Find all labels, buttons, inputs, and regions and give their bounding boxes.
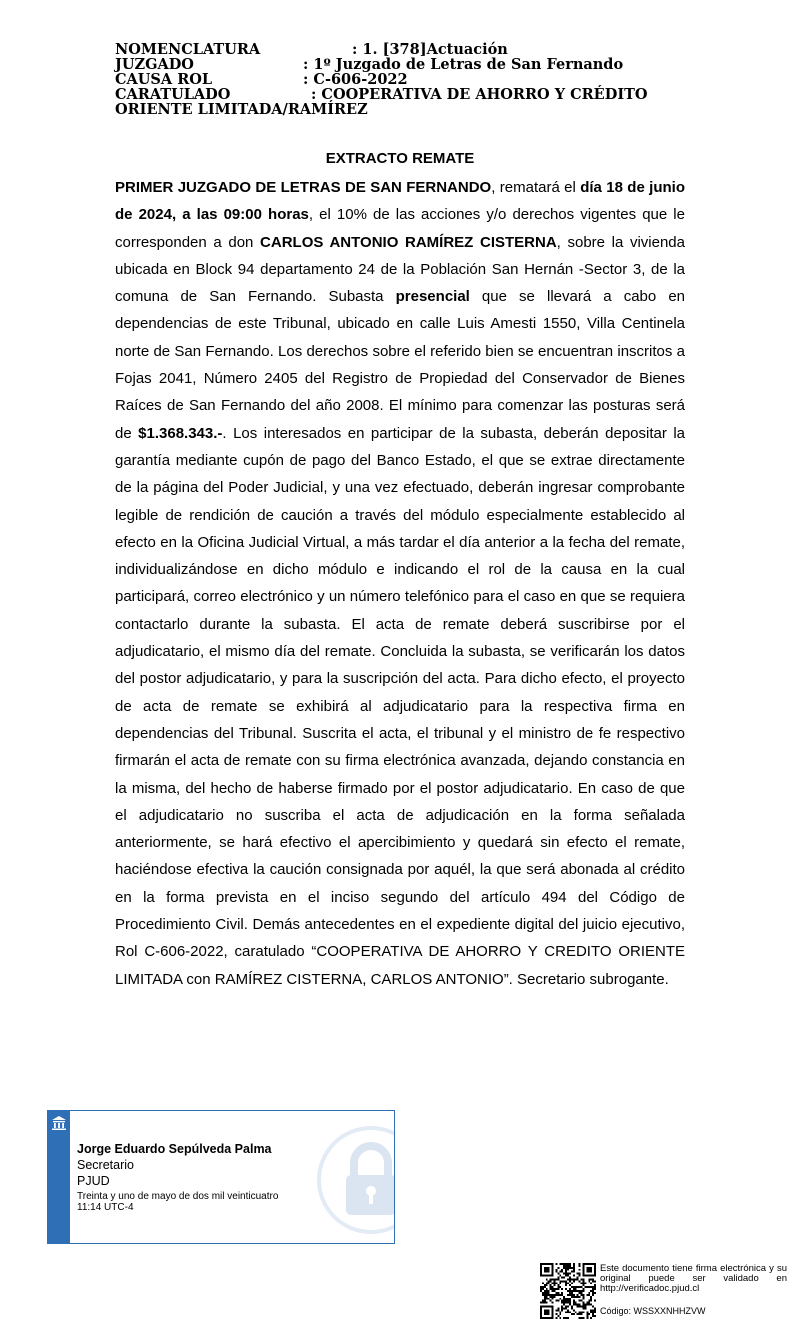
court-name: PRIMER JUZGADO DE LETRAS DE SAN FERNANDO bbox=[115, 179, 492, 196]
juzgado-value: : 1º Juzgado de Letras de San Fernando bbox=[303, 56, 624, 73]
nomenclatura-value: : 1. [378]Actuación bbox=[352, 41, 508, 58]
signer-name: Jorge Eduardo Sepúlveda Palma bbox=[77, 1142, 272, 1156]
caratulado-continuation: ORIENTE LIMITADA/RAMÍREZ bbox=[115, 101, 368, 118]
debtor-name: CARLOS ANTONIO RAMÍREZ CISTERNA bbox=[260, 233, 557, 251]
electronic-signature-box bbox=[47, 1110, 395, 1244]
lock-icon bbox=[316, 1125, 395, 1235]
auction-notice-body bbox=[115, 174, 685, 993]
verification-code: Código: WSSXXNHHZVW bbox=[600, 1306, 706, 1316]
body-text-segment: . Los interesados en participar de la subasta, deberán depositar la garantía mediante cupón de pago del Banco Estado, el que se extrae directamente de la página del Poder Judicial, y una vez efectuado, deberán ingresar comprobante legible de rendición de caución a través del módulo especialmente establecido al efecto en la Oficina Judicial Virtual, a más tardar el día anterior a la fecha del remate, individualizándose en dicho módulo e indicando el rol de la causa en la cual participará, correo electrónico y un número telefónico para el caso en que se requiera contactarlo durante la subasta. El acta de remate deberá suscribirse por el adjudicatario, el mismo día del remate. Concluida la subasta, se verificarán los datos del postor adjudicatario, y para la suscripción del acta. Para dicho efecto, el proyecto de acta de remate se exhibirá al adjudicatario para la respectiva firma en dependencias del Tribunal. Suscrita el acta, el tribunal y el ministro de fe respectivo firmarán el acta de remate con su firma electrónica avanzada, dejando constancia en la misma, del hecho de haberse firmado por el postor adjudicatario. En caso de que el adjudicatario no suscriba el acta de adjudicación en la forma señalada anteriormente, se hará efectivo el apercibimiento y quedará sin efecto el remate, haciéndose efectiva la caución consignada por aquél, la que será abonada al crédito en la forma prevista en el inciso segundo del artículo 494 del Código de Procedimiento Civil. Demás antecedentes en el expediente digital del juicio ejecutivo, Rol C-606-2022, caratulado “COOPERATIVA DE AHORRO Y CREDITO ORIENTE LIMITADA con RAMÍREZ CISTERNA, CARLOS ANTONIO”. Secretario subrogante. bbox=[115, 424, 685, 988]
courthouse-icon bbox=[51, 1115, 67, 1131]
auction-mode: presencial bbox=[395, 288, 470, 306]
caratulado-value: : COOPERATIVA DE AHORRO Y CRÉDITO bbox=[311, 86, 648, 103]
signature-accent-bar bbox=[48, 1111, 70, 1243]
body-text-segment: , el 10% de las acciones y/o derechos vigentes que le corresponden a don bbox=[115, 206, 685, 251]
minimum-bid: $1.368.343.- bbox=[138, 424, 223, 442]
causa-rol-value: : C-606-2022 bbox=[303, 71, 408, 88]
signer-role: Secretario bbox=[77, 1158, 134, 1172]
case-header bbox=[115, 42, 715, 117]
document-title: EXTRACTO REMATE bbox=[325, 150, 475, 167]
signature-time: 11:14 UTC-4 bbox=[77, 1202, 134, 1213]
verification-text: Este documento tiene firma electrónica y su original puede ser validado en http://verificadoc.pjud.cl bbox=[600, 1263, 787, 1294]
nomenclatura-label: NOMENCLATURA bbox=[115, 41, 261, 58]
body-text-segment: que se llevará a cabo en dependencias de este Tribunal, ubicado en calle Luis Amesti 1550, Villa Centinela norte de San Fernando. Los derechos sobre el referido bien se encuentran inscritos a Fojas 2041, Número 2405 del Registro de Propiedad del Conservador de Bienes Raíces de San Fernando del año 2008. El mínimo para comenzar las posturas será de bbox=[115, 288, 685, 442]
signer-organization: PJUD bbox=[77, 1174, 110, 1188]
causa-rol-label: CAUSA ROL bbox=[115, 71, 213, 88]
signature-date: Treinta y uno de mayo de dos mil veinticuatro bbox=[77, 1191, 279, 1202]
qr-code-icon bbox=[540, 1263, 596, 1319]
signature-details bbox=[77, 1141, 278, 1213]
caratulado-label: CARATULADO bbox=[115, 86, 231, 103]
body-text-segment: , sobre la vivienda ubicada en Block 94 departamento 24 de la Población San Hernán -Sector 3, de la comuna de San Fernando. Subasta bbox=[115, 233, 685, 306]
auction-date: día 18 de junio de 2024, a las 09:00 horas bbox=[115, 179, 685, 224]
juzgado-label: JUZGADO bbox=[115, 56, 194, 73]
qr-modules bbox=[540, 1263, 596, 1319]
verification-notice bbox=[600, 1264, 787, 1316]
body-text-segment: , rematará el bbox=[491, 179, 581, 196]
